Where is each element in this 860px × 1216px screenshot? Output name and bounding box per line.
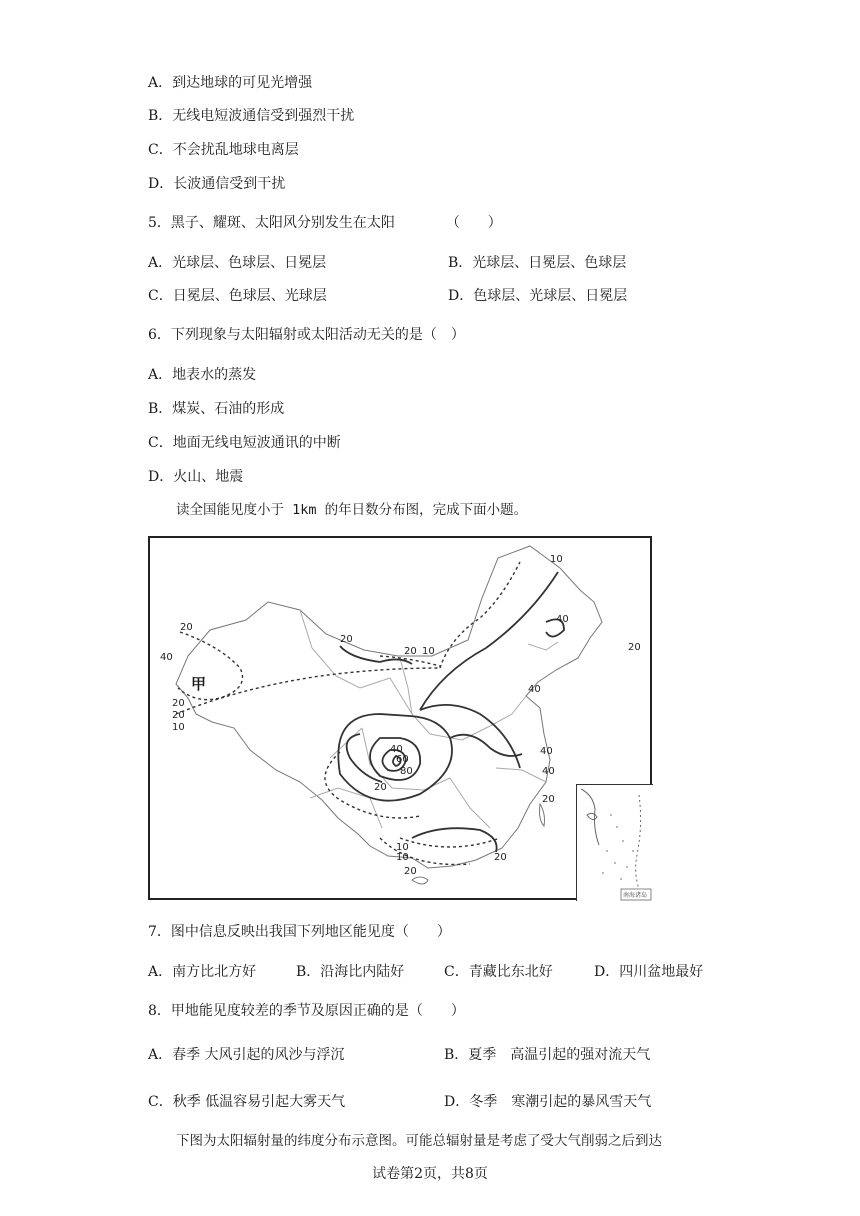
visibility-map <box>148 536 652 900</box>
q5-answer-paren: （ ） <box>445 215 502 231</box>
contour-label: 20 <box>494 852 507 863</box>
q5-stem-text: 5．黑子、耀斑、太阳风分别发生在太阳 <box>148 215 395 231</box>
inset-caption: 南海诸岛 <box>623 892 648 899</box>
china-outline <box>176 546 602 868</box>
inset-drawing <box>577 785 653 901</box>
contour-label: 10 <box>396 842 409 853</box>
contour-label: 20 <box>404 866 417 877</box>
q8-option-c: C．秋季 低温容易引起大雾天气 <box>148 1094 346 1110</box>
contour-label: 40 <box>542 766 555 777</box>
q7-option-d: D．四川盆地最好 <box>594 964 704 980</box>
contour-label: 10 <box>172 722 185 733</box>
q4-option-d: D．长波通信受到干扰 <box>148 176 286 192</box>
contour-label: 80 <box>400 766 413 777</box>
south-china-sea-inset <box>576 784 653 901</box>
contour-label: 10 <box>550 554 563 565</box>
contour-label: 20 <box>374 782 387 793</box>
q8-stem: 8．甲地能见度较差的季节及原因正确的是（ ） <box>148 1003 465 1019</box>
q7-option-a: A．南方比北方好 <box>148 964 257 980</box>
q5-option-b: B．光球层、日冕层、色球层 <box>448 255 627 271</box>
q8-option-d: D．冬季 寒潮引起的暴风雪天气 <box>444 1094 652 1110</box>
q5-stem <box>148 213 502 233</box>
q4-option-a: A．到达地球的可见光增强 <box>148 75 313 91</box>
q7-option-b: B．沿海比内陆好 <box>296 964 405 980</box>
q6-option-a: A．地表水的蒸发 <box>148 367 257 383</box>
contour-label: 40 <box>160 652 173 663</box>
region-label-jia: 甲 <box>191 675 207 693</box>
contour-label: 40 <box>556 614 569 625</box>
q6-option-c: C．地面无线电短波通讯的中断 <box>148 435 341 451</box>
q4-option-c: C．不会扰乱地球电离层 <box>148 142 299 158</box>
map-intro: 读全国能见度小于 1km 的年日数分布图，完成下面小题。 <box>176 502 528 518</box>
hainan-island <box>412 877 428 884</box>
q5-option-d: D．色球层、光球层、日冕层 <box>448 288 628 304</box>
next-section-intro: 下图为太阳辐射量的纬度分布示意图。可能总辐射量是考虑了受大气削弱之后到达 <box>176 1133 662 1149</box>
q6-option-b: B．煤炭、石油的形成 <box>148 401 285 417</box>
contour-label: 20 <box>172 698 185 709</box>
map-drawing <box>150 538 650 898</box>
contour-label: 40 <box>528 684 541 695</box>
page-footer: 试卷第2页，共8页 <box>372 1166 488 1182</box>
q6-stem: 6．下列现象与太阳辐射或太阳活动无关的是（ ） <box>148 327 465 343</box>
contour-label: 10 <box>396 852 409 863</box>
contour-label: 40 <box>390 744 403 755</box>
contour-label: 20 <box>180 622 193 633</box>
contour-label: 20 <box>542 794 555 805</box>
q8-option-b: B．夏季 高温引起的强对流天气 <box>444 1047 651 1063</box>
contour-label: 20 <box>172 710 185 721</box>
q5-option-c: C．日冕层、色球层、光球层 <box>148 288 327 304</box>
contour-label: 10 <box>422 646 435 657</box>
q8-option-a: A．春季 大风引起的风沙与浮沉 <box>148 1047 345 1063</box>
contour-label: 20 <box>340 634 353 645</box>
q5-option-a: A．光球层、色球层、日冕层 <box>148 255 327 271</box>
q4-option-b: B．无线电短波通信受到强烈干扰 <box>148 108 355 124</box>
q6-option-d: D．火山、地震 <box>148 469 244 485</box>
taiwan-island <box>540 804 545 826</box>
contour-label: 20 <box>628 642 641 653</box>
contour-label: 60 <box>396 754 409 765</box>
q7-option-c: C．青藏比东北好 <box>444 964 553 980</box>
contour-label: 20 <box>404 646 417 657</box>
q7-stem: 7．图中信息反映出我国下列地区能见度（ ） <box>148 924 451 940</box>
contour-label: 40 <box>540 746 553 757</box>
